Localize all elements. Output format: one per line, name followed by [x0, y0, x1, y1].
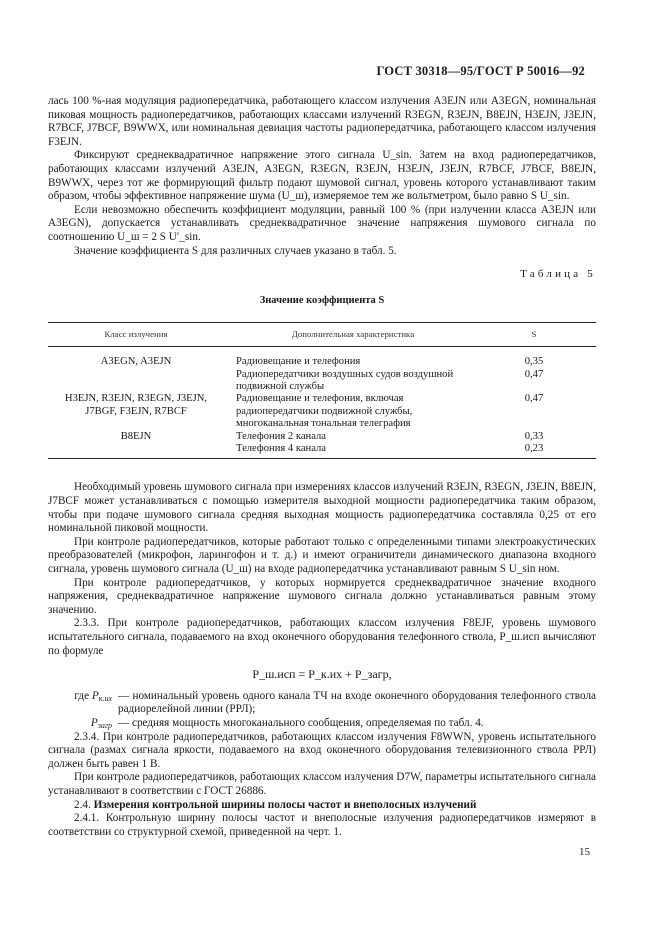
- section-title: Измерения контрольной ширины полосы частот и внеполосных излучений: [93, 798, 477, 811]
- paragraph: При контроле радиопередатчиков, которые работают только с определенными типами электроакустических преобразователей (микрофон, ларингофон и т. д.) и имеют ограничители динамического диапазона входного сигнала, уровень шумового сигнала (U_ш) на входе радиопередатчика устанавливают равным S U_sin ном.: [48, 535, 596, 576]
- where-label: где $P_{к.их}$: [74, 689, 112, 703]
- table-cell: Телефония 2 канала: [236, 430, 326, 442]
- table-row: [48, 393, 596, 430]
- where-item: [48, 690, 596, 717]
- table-cell: Радиовещание и телефония, включая радиопередатчики подвижной службы, многоканальная тональная телеграфия: [236, 393, 413, 430]
- table-cell: [48, 369, 224, 394]
- section-heading: 2.4. Измерения контрольной ширины полосы частот и внеполосных излучений: [74, 798, 477, 811]
- table-label: Таблица 5: [520, 268, 596, 281]
- paragraph: Фиксируют среднеквадратичное напряжение этого сигнала U_sin. Затем на вход радиопередатчиков, работающих классами излучений A3EJN, A3EGN, R3EGN, R3EJN, H3EJN, J3EJN, R7BCF, J7BCF, B8EJN, B9WWX, через тот же формирующий фильтр подают шумовой сигнал, уровень которого устанавливают таким образом, чтобы эффективное напряжение шума (U_ш), измеряемое тем же вольтметром, было равно S U_sin.: [48, 149, 596, 203]
- where-definition: — номинальный уровень одного канала ТЧ на входе оконечного оборудования телефонного ствола радиорелейной линии (РРЛ);: [118, 689, 596, 716]
- where-item: [48, 717, 596, 731]
- table-cell: Радиопередатчики воздушных судов воздушной подвижной службы: [236, 368, 454, 393]
- paragraph: 2.4.1. Контрольную ширину полосы частот и внеполосные излучения радиопередатчиков измеряют в соответствии со структурной схемой, приведенной на черт. 1.: [48, 812, 596, 838]
- column-header: S: [472, 323, 596, 346]
- paragraph: Значение коэффициента S для различных случаев указано в табл. 5.: [74, 244, 397, 257]
- table-cell: [48, 443, 224, 455]
- table-header-row: [48, 323, 596, 346]
- table-cell: 0,23: [524, 443, 544, 455]
- paragraph: 2.3.4. При контроле радиопередатчиков, работающих классом излучения F8WWN, уровень испытательного сигнала (размах сигнала яркости, подаваемого на вход оконечного оборудования телевизионного ствола РРЛ) должен быть равен 1 В.: [48, 730, 596, 770]
- symbol-p-load: $P_{загр}$: [90, 716, 112, 730]
- table-cell: 0,47: [524, 393, 544, 405]
- document-body: [48, 95, 596, 839]
- column-header: Дополнительная характеристика: [224, 323, 472, 346]
- where-definition: — средняя мощность многоканального сообщения, определяемая по табл. 4.: [118, 716, 484, 729]
- page-number: 15: [579, 846, 590, 858]
- paragraph: При контроле радиопередатчиков, работающих классом излучения D7W, параметры испытательного сигнала устанавливают в соответствии с ГОСТ 26886.: [48, 771, 596, 797]
- table-cell: Радиовещание и телефония: [236, 356, 361, 368]
- table-cell: H3EJN, R3EJN, R3EGN, J3EJN, J7BGF, F3EJN, R7BCF: [64, 393, 208, 417]
- paragraph: При контроле радиопередатчиков, у которых нормируется среднеквадратичное значение входного напряжения, среднеквадратичное напряжение шумового сигнала должно устанавливаться равным этому значению.: [48, 576, 596, 616]
- table-row: [48, 443, 596, 455]
- table-cell: B8EJN: [120, 430, 152, 442]
- table-row: [48, 431, 596, 443]
- table-cell: 0,35: [524, 356, 544, 368]
- paragraph: 2.3.3. При контроле радиопередатчиков, работающих классом излучения F8EJF, уровень шумового испытательного сигнала, подаваемого на вход оконечного оборудования телефонного ствола, P_ш.исп вычисляют по формуле: [48, 617, 596, 657]
- formula: P_ш.исп = P_к.их + P_загр,: [252, 667, 392, 682]
- symbol-p-channel: $P_{к.их}$: [91, 689, 112, 703]
- table-row: [48, 369, 596, 394]
- table-cell: A3EGN, A3EJN: [100, 356, 172, 368]
- table-row: [48, 356, 596, 368]
- paragraph: лась 100 %-ная модуляция радиопередатчика, работающего классом излучения A3EJN или A3EGN, номинальная пиковая мощность радиопередатчиков, работающих классами излучений R3EGN, R3EJN, B8EJN, H3EJN, J3EJN, R7BCF, J7BCF, B9WWX, или номинальная девиация частоты радиопередатчика, работающего классом излучения F3EJN.: [48, 95, 596, 148]
- table-cell: 0,47: [524, 368, 544, 380]
- paragraph: Если невозможно обеспечить коэффициент модуляции, равный 100 % (при излучении класса A3EJN или A3EGN), допускается устанавливать среднеквадратичное значение напряжения шумового сигнала по соотношению U_ш = 2 S U′_sin.: [48, 203, 596, 243]
- where-label: [48, 717, 118, 731]
- table-cell: Телефония 4 канала: [236, 443, 326, 455]
- document-header: ГОСТ 30318—95/ГОСТ Р 50016—92: [376, 64, 585, 78]
- table-cell: 0,33: [524, 430, 544, 442]
- coefficient-table: [48, 322, 596, 459]
- column-header: Класс излучения: [48, 323, 224, 346]
- table-title: Значение коэффициента S: [259, 294, 385, 306]
- paragraph: Необходимый уровень шумового сигнала при измерениях классов излучений R3EJN, R3EGN, J3EJN, B8EJN, J7BCF может устанавливаться с помощью измерителя выходной мощности радиопередатчика таким образом, чтобы при подаче шумового сигнала средняя выходная мощность радиопередатчика составляла 0,25 от его номинальной пиковой мощности.: [48, 481, 596, 535]
